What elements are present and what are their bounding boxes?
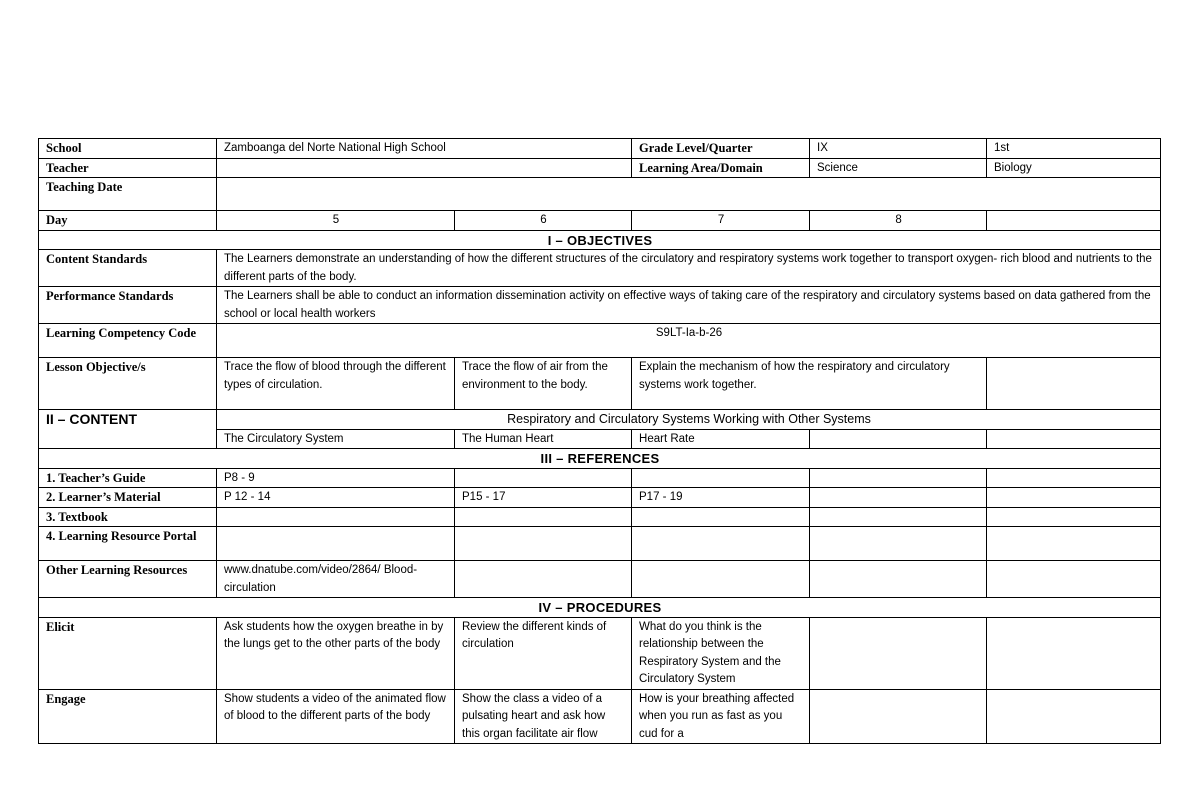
reference-cell: [810, 468, 987, 488]
day-label: Day: [39, 211, 217, 231]
quarter-value: 1st: [987, 139, 1161, 159]
reference-cell: [810, 527, 987, 561]
content-topic-cell: The Human Heart: [455, 429, 632, 449]
reference-cell: [810, 561, 987, 598]
teacher-row: [39, 158, 1161, 178]
objectives-heading-row: [39, 230, 1161, 250]
content-standards-label: Content Standards: [39, 250, 217, 287]
reference-row: [39, 468, 1161, 488]
content-standards-row: [39, 250, 1161, 287]
day-cell: 6: [455, 211, 632, 231]
procedure-cell: [987, 617, 1161, 689]
competency-row: [39, 324, 1161, 358]
lesson-objectives-row: [39, 358, 1161, 410]
procedure-cell: [810, 689, 987, 744]
learning-area-label: Learning Area/Domain: [632, 158, 810, 178]
day-cell: 5: [217, 211, 455, 231]
procedure-cell: Show the class a video of a pulsating heart and ask how this organ facilitate air flow: [455, 689, 632, 744]
reference-label: 3. Textbook: [39, 507, 217, 527]
references-heading: III – REFERENCES: [39, 449, 1161, 469]
procedure-cell: [810, 617, 987, 689]
grade-value: IX: [810, 139, 987, 159]
reference-cell: [632, 527, 810, 561]
performance-standards-text: The Learners shall be able to conduct an information dissemination activity on effective ways of taking care of the respiratory and circulatory systems based on data gathered from the school or local health workers: [217, 287, 1161, 324]
grade-level-label: Grade Level/Quarter: [632, 139, 810, 159]
reference-cell: [987, 488, 1161, 508]
day-row: [39, 211, 1161, 231]
reference-link[interactable]: www.dnatube.com/video/2864/ Blood-circulation: [217, 561, 455, 598]
reference-label: 1. Teacher’s Guide: [39, 468, 217, 488]
lesson-objective-cell: Trace the flow of air from the environment to the body.: [455, 358, 632, 410]
teaching-date-row: [39, 178, 1161, 211]
domain-value: Biology: [987, 158, 1161, 178]
teacher-value: [217, 158, 632, 178]
reference-cell: [217, 527, 455, 561]
day-cell: 8: [810, 211, 987, 231]
content-heading: II – CONTENT: [39, 410, 217, 449]
teaching-date-value: [217, 178, 1161, 211]
procedure-cell: Ask students how the oxygen breathe in by the lungs get to the other parts of the body: [217, 617, 455, 689]
daily-lesson-log-table: [38, 138, 1161, 744]
reference-cell: [632, 507, 810, 527]
lesson-objective-cell: Explain the mechanism of how the respiratory and circulatory systems work together.: [632, 358, 987, 410]
teacher-label: Teacher: [39, 158, 217, 178]
reference-cell: P 12 - 14: [217, 488, 455, 508]
lesson-objective-cell: Trace the flow of blood through the different types of circulation.: [217, 358, 455, 410]
performance-standards-row: [39, 287, 1161, 324]
lesson-objectives-label: Lesson Objective/s: [39, 358, 217, 410]
procedure-label: Elicit: [39, 617, 217, 689]
day-cell: [987, 211, 1161, 231]
content-topic-cell: The Circulatory System: [217, 429, 455, 449]
reference-row: [39, 488, 1161, 508]
reference-label: 4. Learning Resource Portal: [39, 527, 217, 561]
reference-cell: [987, 527, 1161, 561]
reference-cell: [987, 561, 1161, 598]
procedure-cell: How is your breathing affected when you run as fast as you cud for a: [632, 689, 810, 744]
reference-row: [39, 507, 1161, 527]
reference-cell: [987, 507, 1161, 527]
reference-cell: [455, 507, 632, 527]
procedure-row: [39, 617, 1161, 689]
reference-cell: P17 - 19: [632, 488, 810, 508]
school-label: School: [39, 139, 217, 159]
reference-cell: P15 - 17: [455, 488, 632, 508]
procedure-cell: Show students a video of the animated flow of blood to the different parts of the body: [217, 689, 455, 744]
procedure-cell: [987, 689, 1161, 744]
content-topic-cell: [987, 429, 1161, 449]
reference-label: Other Learning Resources: [39, 561, 217, 598]
procedure-label: Engage: [39, 689, 217, 744]
reference-cell: [810, 507, 987, 527]
learning-competency-code: S9LT-Ia-b-26: [217, 324, 1161, 358]
reference-row: [39, 527, 1161, 561]
objectives-heading: I – OBJECTIVES: [39, 230, 1161, 250]
procedure-cell: Review the different kinds of circulation: [455, 617, 632, 689]
reference-cell: [810, 488, 987, 508]
reference-cell: [455, 561, 632, 598]
content-subtitle: Respiratory and Circulatory Systems Working with Other Systems: [217, 410, 1161, 430]
performance-standards-label: Performance Standards: [39, 287, 217, 324]
school-row: [39, 139, 1161, 159]
learning-area-value: Science: [810, 158, 987, 178]
reference-cell: [632, 561, 810, 598]
lesson-objective-cell: [987, 358, 1161, 410]
procedures-heading: IV – PROCEDURES: [39, 598, 1161, 618]
reference-cell: P8 - 9: [217, 468, 455, 488]
reference-cell: [632, 468, 810, 488]
content-topic-cell: Heart Rate: [632, 429, 810, 449]
reference-label: 2. Learner’s Material: [39, 488, 217, 508]
content-heading-row: [39, 410, 1161, 430]
teaching-date-label: Teaching Date: [39, 178, 217, 211]
learning-competency-label: Learning Competency Code: [39, 324, 217, 358]
procedure-row: [39, 689, 1161, 744]
procedure-cell: What do you think is the relationship between the Respiratory System and the Circulatory System: [632, 617, 810, 689]
reference-row: [39, 561, 1161, 598]
reference-cell: [987, 468, 1161, 488]
day-cell: 7: [632, 211, 810, 231]
reference-cell: [217, 507, 455, 527]
content-topic-cell: [810, 429, 987, 449]
references-heading-row: [39, 449, 1161, 469]
content-standards-text: The Learners demonstrate an understanding of how the different structures of the circulatory and respiratory systems work together to transport oxygen- rich blood and nutrients to the different parts of the body.: [217, 250, 1161, 287]
reference-cell: [455, 468, 632, 488]
school-value: Zamboanga del Norte National High School: [217, 139, 632, 159]
procedures-heading-row: [39, 598, 1161, 618]
reference-cell: [455, 527, 632, 561]
